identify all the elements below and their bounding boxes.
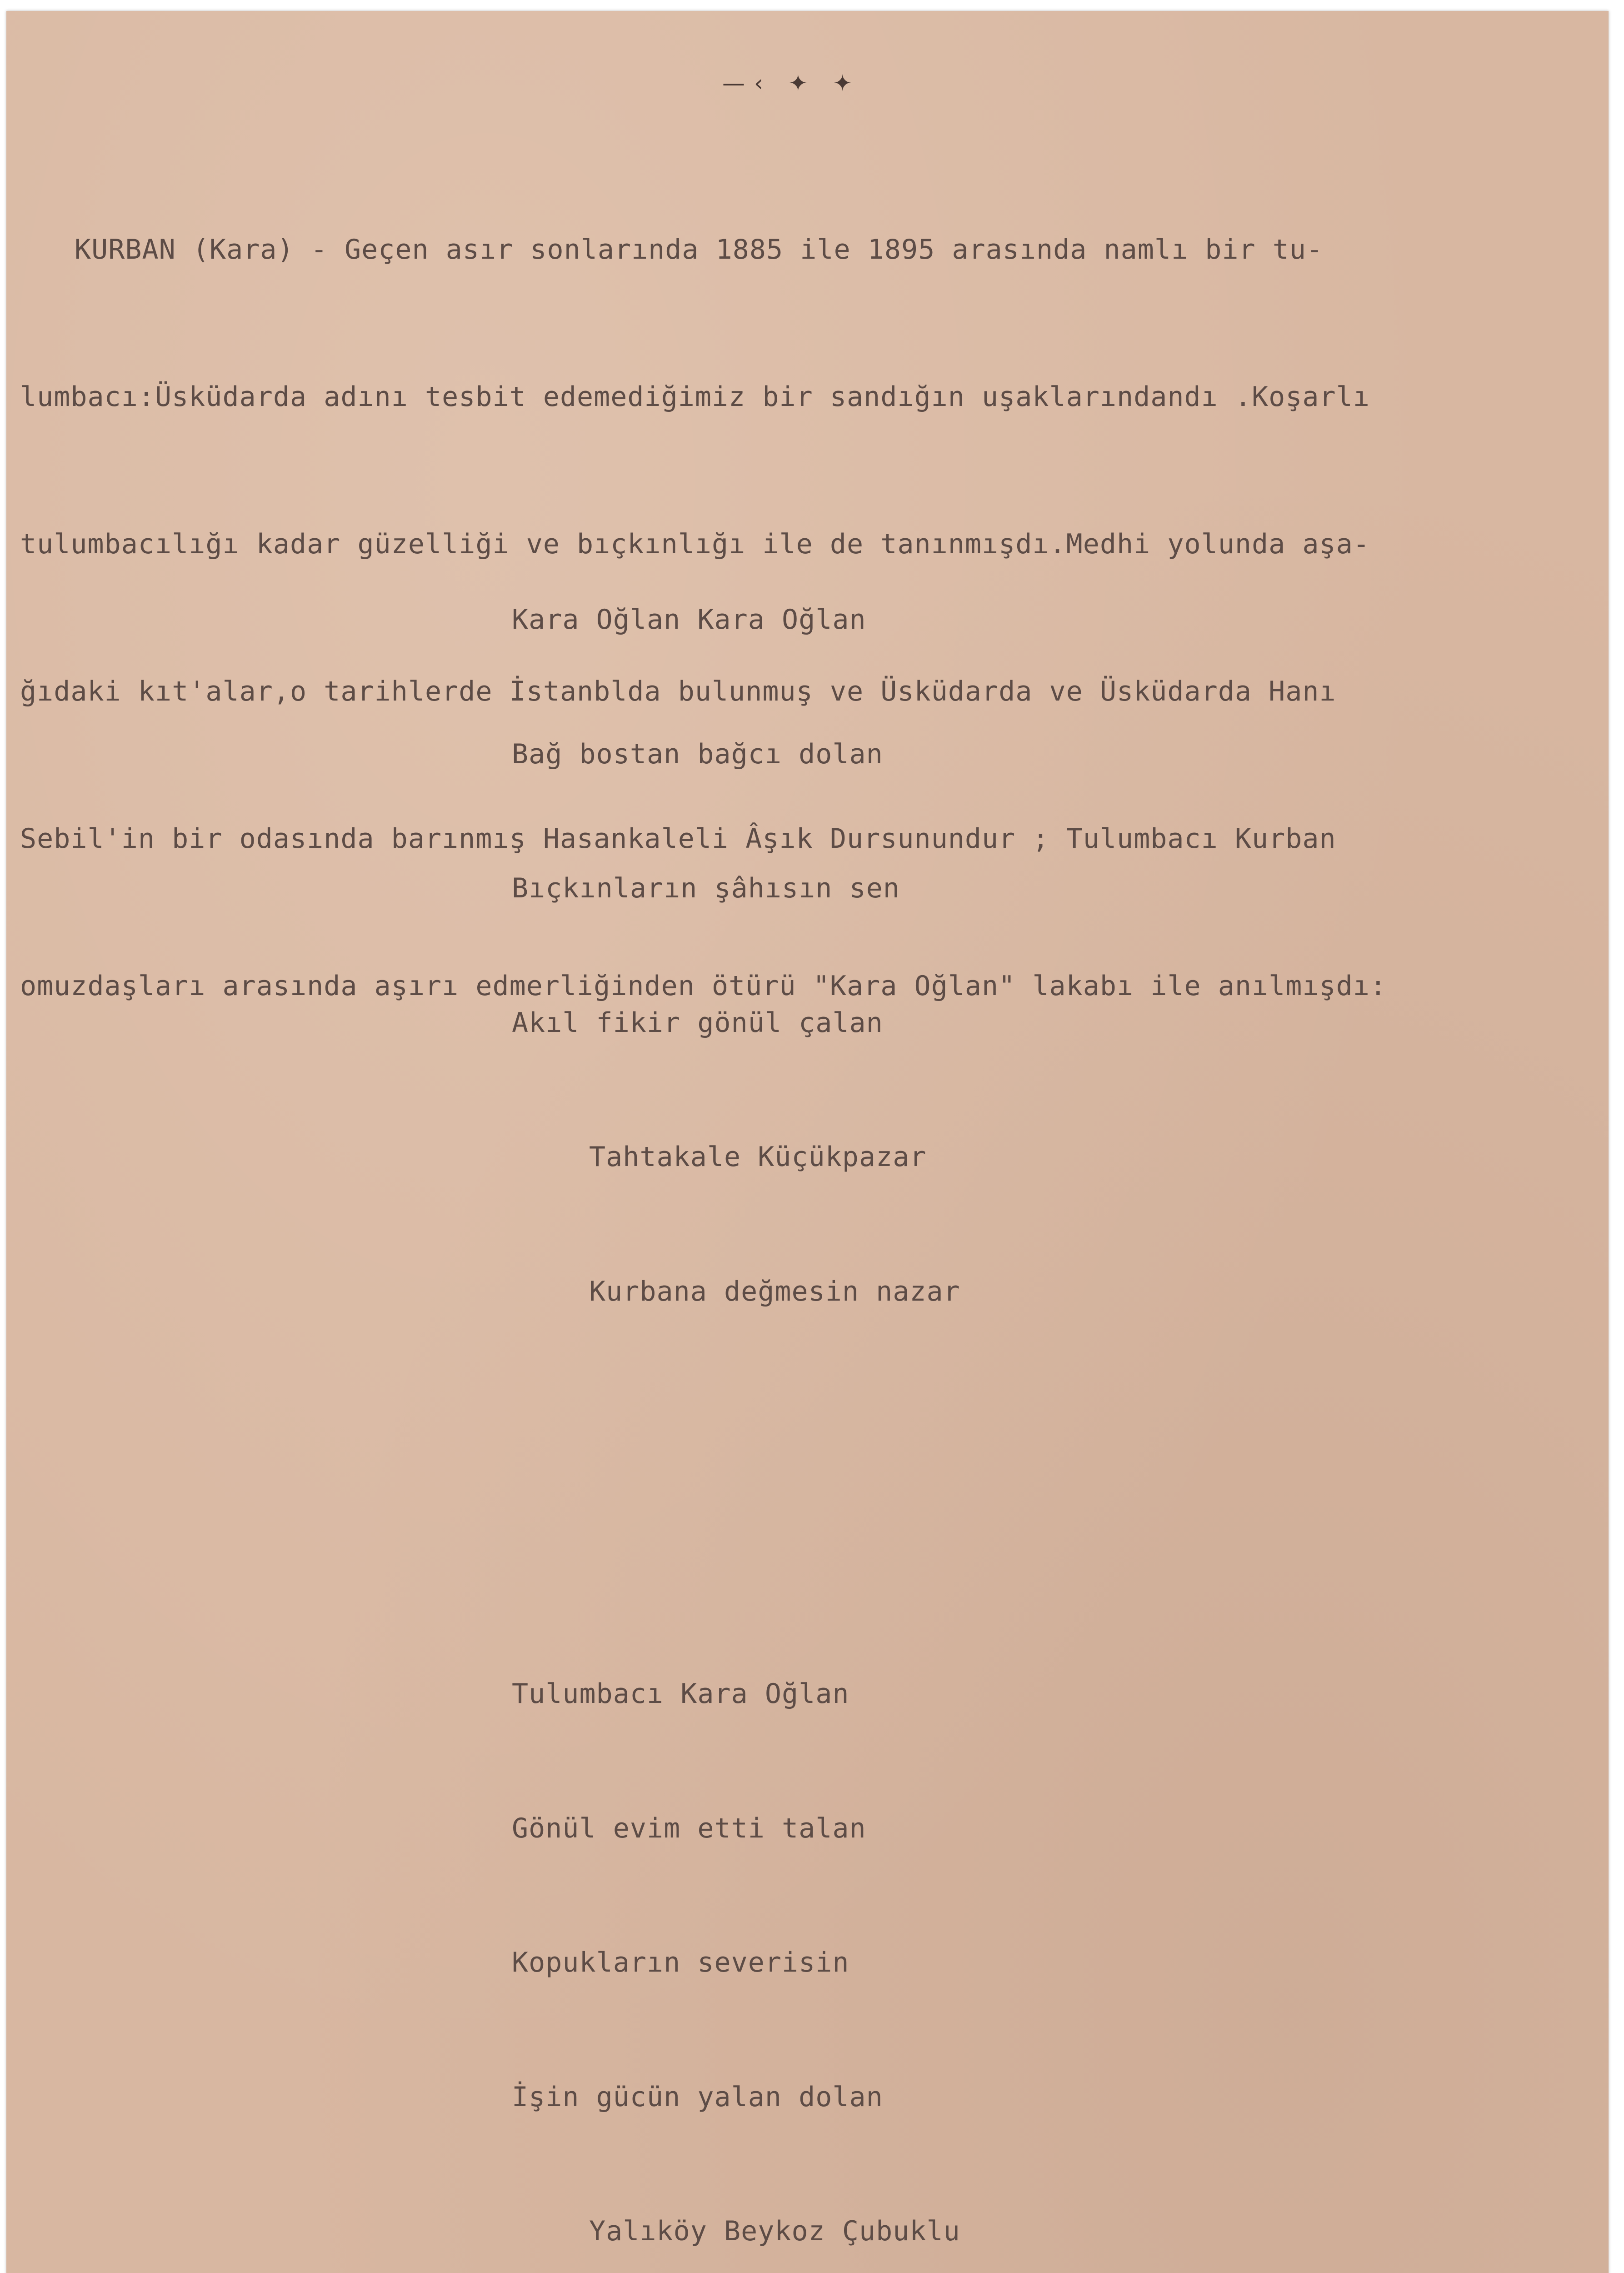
intro-line: omuzdaşları arasında aşırı edmerliğinden ötürü "Kara Oğlan" lakabı ile anılmışdı: <box>20 970 1387 1002</box>
verse-line: Kopukların severisin <box>512 1947 849 1978</box>
verse-line: Akıl fikir gönül çalan <box>512 1006 883 1039</box>
header-ornament: —‹ ✦ ✦ <box>722 70 861 96</box>
stanza <box>512 1582 1011 2273</box>
intro-line: Sebil'in bir odasında barınmış Hasankaleli Âşık Dursunundur ; Tulumbacı Kurban <box>20 823 1336 855</box>
intro-line: ğıdaki kıt'alar,o tarihlerde İstanbldа bulunmuş ve Üsküdarda ve Üsküdarda Hanı <box>20 676 1336 707</box>
verse-line: Tulumbacı Kara Oğlan <box>512 1678 849 1710</box>
refrain-line: Tahtakale Küçükpazar <box>589 1141 927 1173</box>
refrain-line: Yalıköy Beykoz Çubuklu <box>589 2215 960 2247</box>
verse-line: Gönül evim etti talan <box>512 1812 866 1844</box>
stanza <box>512 508 1011 1403</box>
typewritten-page <box>6 11 1609 2273</box>
intro-line: lumbacı:Üsküdarda adını tesbit edemediğimiz bir sandığın uşaklarındandı .Koşarlı <box>20 381 1370 413</box>
intro-line: KURBAN (Kara) - Geçen asır sonlarında 1885 ile 1895 arasında namlı bir tu- <box>75 234 1324 265</box>
verse-line: İşin gücün yalan dolan <box>512 2081 883 2113</box>
intro-line: tulumbacılığı kadar güzelliği ve bıçkınlığı ile de tanınmışdı.Medhi yolunda aşa- <box>20 528 1370 560</box>
verse-line: Bağ bostan bağcı dolan <box>512 738 883 770</box>
verse-line: Bıçkınların şâhısın sen <box>512 872 900 904</box>
refrain-line: Kurbana değmesin nazar <box>589 1275 960 1307</box>
verse-line: Kara Oğlan Kara Oğlan <box>512 604 866 636</box>
poem <box>512 418 1011 2273</box>
